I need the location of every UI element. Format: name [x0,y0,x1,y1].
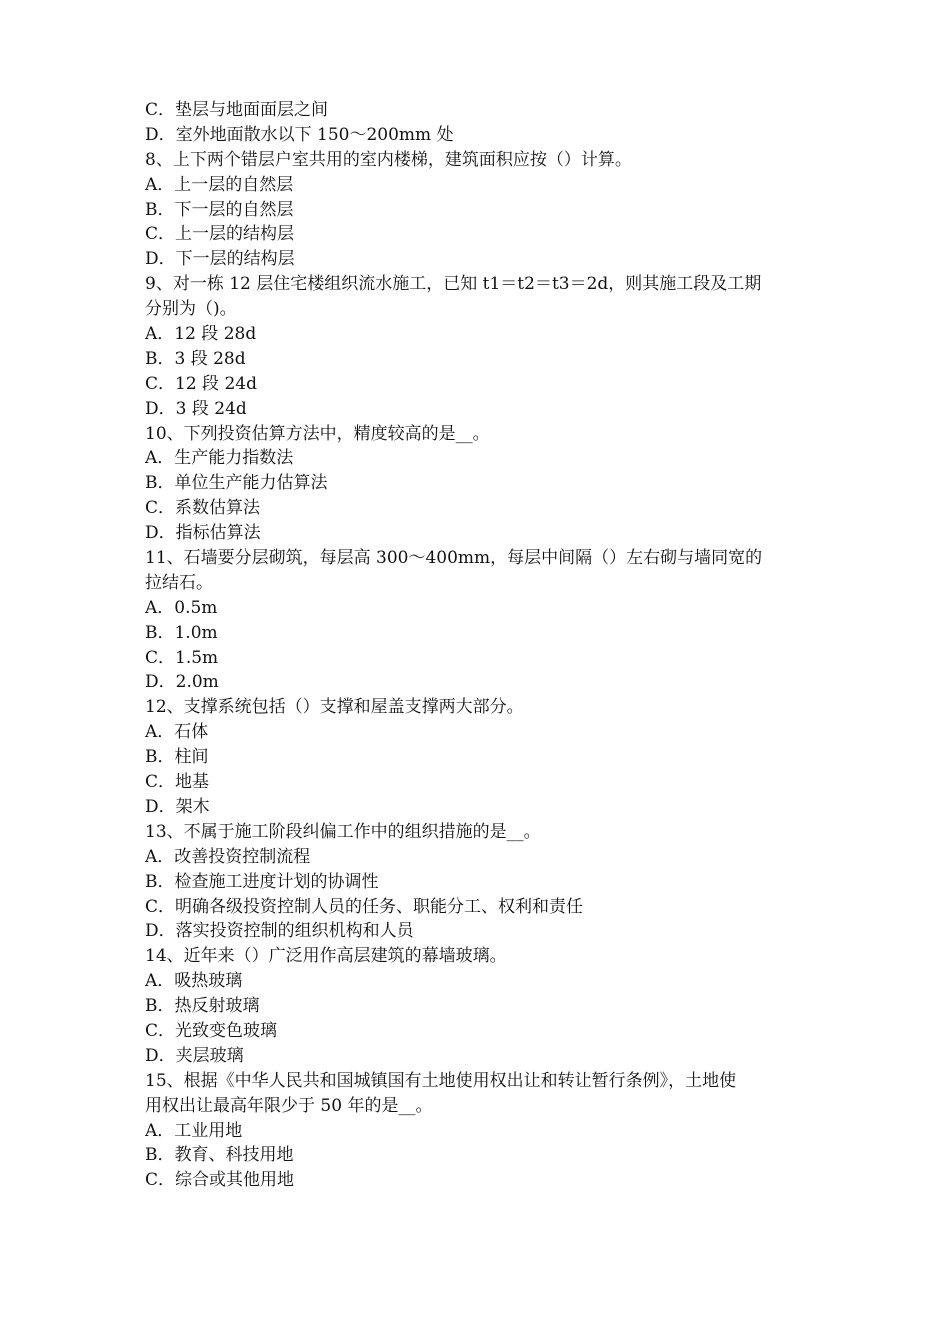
question-line: 8、上下两个错层户室共用的室内楼梯，建筑面积应按（）计算。 [145,149,632,170]
question-line-continued: 用权出让最高年限少于 50 年的是__。 [145,1095,433,1116]
option-line: D．下一层的结构层 [145,249,295,270]
question-line: 13、不属于施工阶段纠偏工作中的组织措施的是__。 [145,821,541,842]
question-line-continued: 拉结石。 [145,572,213,593]
question-line: 10、下列投资估算方法中，精度较高的是__。 [145,423,490,444]
option-line: C．12 段 24d [145,373,257,394]
option-line: C．垫层与地面面层之间 [145,100,329,120]
option-line: A．12 段 28d [145,324,257,345]
option-line: A．吸热玻璃 [145,971,243,992]
option-line: C．系数估算法 [145,498,261,519]
option-line: C．光致变色玻璃 [145,1020,278,1041]
option-line: C．地基 [145,772,210,793]
option-line: B．教育、科技用地 [145,1145,294,1166]
option-line: A．工业用地 [145,1120,243,1141]
option-line: D．落实投资控制的组织机构和人员 [145,921,414,942]
question-line: 11、石墙要分层砌筑，每层高 300～400mm，每层中间隔（）左右砌与墙同宽的 [145,548,763,569]
option-line: D．3 段 24d [145,398,247,419]
question-line: 12、支撑系统包括（）支撑和屋盖支撑两大部分。 [145,697,524,718]
option-line: D．室外地面散水以下 150～200mm 处 [145,124,454,145]
option-line: D．架木 [145,796,210,817]
option-line: A．生产能力指数法 [145,448,294,469]
option-line: A．石体 [145,722,209,743]
document-page [145,98,810,1193]
option-line: C．1.5m [145,647,219,668]
option-line: B．1.0m [145,622,218,643]
option-line: B．下一层的自然层 [145,199,294,220]
question-line: 9、对一栋 12 层住宅楼组织流水施工，已知 t1＝t2＝t3＝2d，则其施工段及工期 [145,274,762,295]
option-line: B．检查施工进度计划的协调性 [145,871,379,892]
option-line: B．热反射玻璃 [145,996,260,1017]
option-line: C．明确各级投资控制人员的任务、职能分工、权利和责任 [145,896,584,917]
option-line: B．柱间 [145,747,209,768]
option-line: B．3 段 28d [145,348,246,369]
question-line: 15、根据《中华人民共和国城镇国有土地使用权出让和转让暂行条例》，土地使 [145,1070,737,1091]
question-line-continued: 分别为（)。 [145,299,237,320]
option-line: D．夹层玻璃 [145,1045,244,1066]
question-line: 14、近年来（）广泛用作高层建筑的幕墙玻璃。 [145,946,507,967]
option-line: D．2.0m [145,672,219,693]
option-line: B．单位生产能力估算法 [145,473,328,494]
option-line: A．上一层的自然层 [145,174,294,195]
option-line: D．指标估算法 [145,523,261,544]
option-line: C．上一层的结构层 [145,224,295,245]
option-line: A．0.5m [145,597,218,618]
option-line: A．改善投资控制流程 [145,846,311,867]
option-line: C．综合或其他用地 [145,1170,295,1191]
